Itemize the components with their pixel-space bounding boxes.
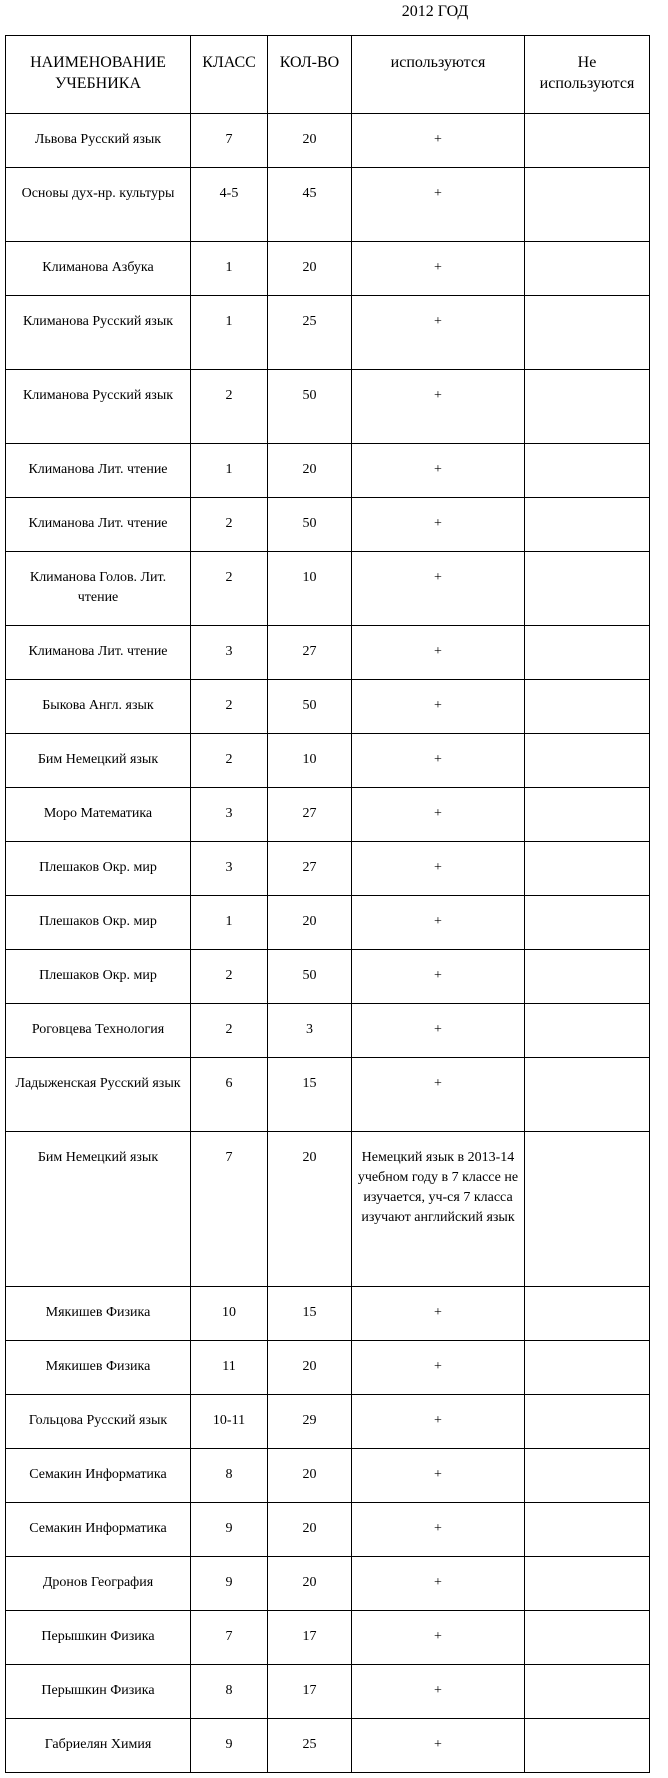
cell-qty: 27 [268,788,352,842]
cell-not-used [525,1395,650,1449]
cell-not-used [525,1004,650,1058]
cell-class: 10-11 [191,1395,268,1449]
cell-used: + [352,1503,525,1557]
cell-used: + [352,950,525,1004]
table-row [6,114,650,168]
table-header-row [6,36,650,114]
cell-qty: 10 [268,552,352,626]
cell-name: Семакин Информатика [6,1449,191,1503]
cell-not-used [525,1665,650,1719]
table-row [6,734,650,788]
cell-not-used [525,734,650,788]
cell-qty: 15 [268,1287,352,1341]
cell-name: Климанова Лит. чтение [6,626,191,680]
cell-name: Бим Немецкий язык [6,1132,191,1287]
cell-name: Климанова Голов. Лит. чтение [6,552,191,626]
table-row [6,680,650,734]
cell-class: 1 [191,444,268,498]
table-row [6,1058,650,1132]
cell-name: Мякишев Физика [6,1287,191,1341]
cell-name: Климанова Русский язык [6,370,191,444]
cell-used: + [352,552,525,626]
textbook-table [5,35,650,1773]
cell-not-used [525,370,650,444]
cell-name: Семакин Информатика [6,1503,191,1557]
cell-qty: 27 [268,626,352,680]
table-row [6,1004,650,1058]
cell-class: 3 [191,626,268,680]
cell-qty: 27 [268,842,352,896]
cell-name: Моро Математика [6,788,191,842]
cell-used: + [352,1665,525,1719]
table-row [6,296,650,370]
page-title: 2012 ГОД [401,3,469,20]
cell-used: + [352,242,525,296]
cell-not-used [525,1503,650,1557]
cell-class: 9 [191,1557,268,1611]
table-row [6,242,650,296]
cell-not-used [525,950,650,1004]
cell-not-used [525,242,650,296]
cell-used: + [352,114,525,168]
cell-used: + [352,1058,525,1132]
table-row [6,842,650,896]
cell-class: 3 [191,842,268,896]
cell-class: 11 [191,1341,268,1395]
cell-qty: 20 [268,1557,352,1611]
cell-class: 1 [191,242,268,296]
cell-qty: 20 [268,1132,352,1287]
cell-not-used [525,1449,650,1503]
cell-not-used [525,1287,650,1341]
cell-used: + [352,1341,525,1395]
cell-class: 9 [191,1503,268,1557]
table-row [6,1341,650,1395]
cell-qty: 25 [268,1719,352,1773]
header-qty: КОЛ-ВО [268,36,352,114]
cell-name: Основы дух-нр. культуры [6,168,191,242]
table-row [6,1449,650,1503]
table-row [6,1503,650,1557]
table-row [6,444,650,498]
header-used: используются [352,36,525,114]
cell-name: Климанова Азбука [6,242,191,296]
cell-used: + [352,1449,525,1503]
cell-not-used [525,444,650,498]
cell-used: + [352,680,525,734]
cell-qty: 3 [268,1004,352,1058]
cell-name: Габриелян Химия [6,1719,191,1773]
cell-name: Роговцева Технология [6,1004,191,1058]
cell-used: + [352,1287,525,1341]
cell-name: Ладыженская Русский язык [6,1058,191,1132]
table-row [6,370,650,444]
cell-used: + [352,296,525,370]
cell-name: Дронов География [6,1557,191,1611]
table-row [6,168,650,242]
table-row [6,1557,650,1611]
table-row [6,1395,650,1449]
cell-not-used [525,1132,650,1287]
cell-name: Мякишев Физика [6,1341,191,1395]
cell-qty: 20 [268,1503,352,1557]
cell-class: 2 [191,370,268,444]
cell-class: 8 [191,1449,268,1503]
cell-qty: 20 [268,444,352,498]
cell-not-used [525,1557,650,1611]
cell-qty: 20 [268,1449,352,1503]
cell-not-used [525,1719,650,1773]
cell-used: + [352,1719,525,1773]
cell-qty: 25 [268,296,352,370]
cell-qty: 10 [268,734,352,788]
cell-name: Перышкин Физика [6,1665,191,1719]
cell-used: + [352,1004,525,1058]
cell-name: Плешаков Окр. мир [6,842,191,896]
cell-class: 1 [191,296,268,370]
cell-class: 8 [191,1665,268,1719]
cell-class: 2 [191,498,268,552]
cell-qty: 50 [268,680,352,734]
cell-name: Перышкин Физика [6,1611,191,1665]
cell-name: Львова Русский язык [6,114,191,168]
cell-used-note: Немецкий язык в 2013-14 учебном году в 7 классе не изучается, уч-ся 7 класса изучают английский язык [352,1132,525,1287]
cell-not-used [525,498,650,552]
cell-name: Быкова Англ. язык [6,680,191,734]
cell-used: + [352,842,525,896]
cell-class: 7 [191,1132,268,1287]
cell-not-used [525,626,650,680]
table-row [6,896,650,950]
cell-qty: 29 [268,1395,352,1449]
cell-not-used [525,788,650,842]
cell-class: 7 [191,114,268,168]
cell-name: Климанова Лит. чтение [6,444,191,498]
header-name: НАИМЕНОВАНИЕ УЧЕБНИКА [6,36,191,114]
cell-class: 1 [191,896,268,950]
table-row [6,498,650,552]
cell-qty: 20 [268,242,352,296]
cell-not-used [525,1058,650,1132]
cell-not-used [525,168,650,242]
cell-qty: 20 [268,896,352,950]
cell-name: Климанова Лит. чтение [6,498,191,552]
cell-used: + [352,444,525,498]
cell-class: 6 [191,1058,268,1132]
table-row [6,1611,650,1665]
cell-not-used [525,552,650,626]
table-row [6,1287,650,1341]
cell-class: 7 [191,1611,268,1665]
header-not-used: Не используются [525,36,650,114]
cell-class: 2 [191,552,268,626]
cell-qty: 50 [268,370,352,444]
cell-class: 2 [191,734,268,788]
cell-not-used [525,896,650,950]
cell-class: 4-5 [191,168,268,242]
cell-class: 9 [191,1719,268,1773]
cell-used: + [352,896,525,950]
table-row [6,950,650,1004]
cell-qty: 20 [268,1341,352,1395]
table-row [6,1719,650,1773]
table-row [6,788,650,842]
cell-used: + [352,626,525,680]
table-row [6,1132,650,1287]
cell-class: 2 [191,950,268,1004]
table-row [6,626,650,680]
cell-class: 3 [191,788,268,842]
cell-not-used [525,296,650,370]
cell-name: Плешаков Окр. мир [6,896,191,950]
cell-used: + [352,1611,525,1665]
cell-class: 10 [191,1287,268,1341]
header-class: КЛАСС [191,36,268,114]
cell-not-used [525,680,650,734]
cell-used: + [352,168,525,242]
cell-used: + [352,1557,525,1611]
cell-used: + [352,498,525,552]
cell-qty: 50 [268,498,352,552]
cell-name: Бим Немецкий язык [6,734,191,788]
cell-not-used [525,114,650,168]
cell-used: + [352,734,525,788]
cell-used: + [352,1395,525,1449]
cell-qty: 45 [268,168,352,242]
cell-name: Гольцова Русский язык [6,1395,191,1449]
cell-not-used [525,842,650,896]
cell-qty: 20 [268,114,352,168]
cell-class: 2 [191,680,268,734]
cell-qty: 17 [268,1665,352,1719]
cell-qty: 17 [268,1611,352,1665]
cell-not-used [525,1341,650,1395]
cell-used: + [352,370,525,444]
table-row [6,1665,650,1719]
cell-name: Плешаков Окр. мир [6,950,191,1004]
cell-not-used [525,1611,650,1665]
table-row [6,552,650,626]
cell-used: + [352,788,525,842]
cell-qty: 50 [268,950,352,1004]
cell-qty: 15 [268,1058,352,1132]
cell-name: Климанова Русский язык [6,296,191,370]
cell-class: 2 [191,1004,268,1058]
